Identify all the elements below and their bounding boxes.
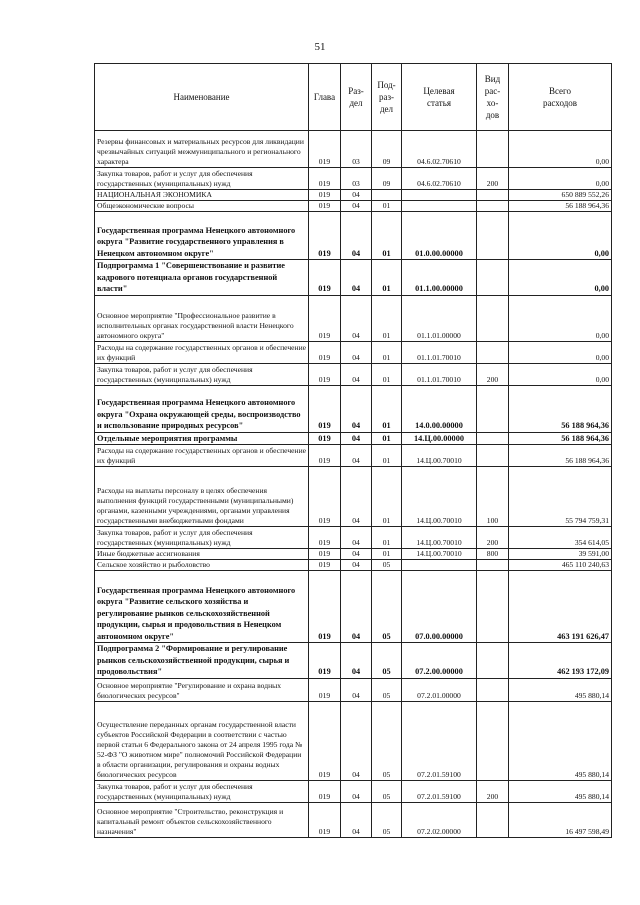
row-name: Основное мероприятие "Регулирование и охрана водных биологических ресурсов" bbox=[95, 678, 309, 701]
row-target-article: 01.1.01.70010 bbox=[402, 341, 477, 363]
row-expense-type: 200 bbox=[477, 527, 509, 549]
row-glava: 019 bbox=[309, 701, 341, 780]
row-total: 0,00 bbox=[509, 131, 612, 168]
row-podrazdel: 01 bbox=[372, 432, 402, 445]
row-razdel: 04 bbox=[341, 260, 372, 296]
row-razdel: 04 bbox=[341, 527, 372, 549]
header-name: Наименование bbox=[95, 64, 309, 131]
row-glava: 019 bbox=[309, 131, 341, 168]
row-expense-type bbox=[477, 190, 509, 201]
row-podrazdel: 05 bbox=[372, 780, 402, 802]
row-glava: 019 bbox=[309, 571, 341, 643]
row-name: Государственная программа Ненецкого автономного округа "Развитие сельского хозяйства и регулирование рынков сельскохозяйственной продукции, сырья и продовольствия в Ненецком автономном округе" bbox=[95, 571, 309, 643]
table-row bbox=[95, 201, 612, 212]
row-target-article: 04.6.02.70610 bbox=[402, 131, 477, 168]
row-razdel: 04 bbox=[341, 363, 372, 385]
row-podrazdel: 05 bbox=[372, 643, 402, 679]
row-glava: 019 bbox=[309, 560, 341, 571]
table-body bbox=[95, 131, 612, 838]
row-expense-type bbox=[477, 260, 509, 296]
table-row bbox=[95, 549, 612, 560]
table-row bbox=[95, 445, 612, 467]
row-total: 0,00 bbox=[509, 295, 612, 341]
table-row bbox=[95, 260, 612, 296]
row-target-article: 01.1.01.70010 bbox=[402, 363, 477, 385]
table-row bbox=[95, 571, 612, 643]
row-glava: 019 bbox=[309, 467, 341, 527]
row-total: 354 614,05 bbox=[509, 527, 612, 549]
row-expense-type bbox=[477, 678, 509, 701]
row-total: 0,00 bbox=[509, 363, 612, 385]
header-razdel: Раз- дел bbox=[341, 64, 372, 131]
row-target-article: 14.Ц.00.70010 bbox=[402, 527, 477, 549]
row-expense-type: 200 bbox=[477, 780, 509, 802]
row-name: Основное мероприятие "Профессиональное развитие в исполнительных органах государственной власти Ненецкого автономного округа" bbox=[95, 295, 309, 341]
row-podrazdel: 01 bbox=[372, 212, 402, 260]
table-row bbox=[95, 432, 612, 445]
row-total: 55 794 759,31 bbox=[509, 467, 612, 527]
row-podrazdel: 01 bbox=[372, 363, 402, 385]
row-total: 465 110 240,63 bbox=[509, 560, 612, 571]
row-razdel: 04 bbox=[341, 201, 372, 212]
row-total: 16 497 598,49 bbox=[509, 802, 612, 837]
row-name: НАЦИОНАЛЬНАЯ ЭКОНОМИКА bbox=[95, 190, 309, 201]
row-name: Подпрограмма 2 "Формирование и регулирование рынков сельскохозяйственной продукции, сырья и продовольствия" bbox=[95, 643, 309, 679]
row-expense-type: 200 bbox=[477, 168, 509, 190]
row-expense-type bbox=[477, 560, 509, 571]
row-total: 0,00 bbox=[509, 341, 612, 363]
row-razdel: 03 bbox=[341, 131, 372, 168]
row-glava: 019 bbox=[309, 643, 341, 679]
row-name: Государственная программа Ненецкого автономного округа "Развитие государственного управления в Ненецком автономном округе" bbox=[95, 212, 309, 260]
row-target-article: 04.6.02.70610 bbox=[402, 168, 477, 190]
row-glava: 019 bbox=[309, 168, 341, 190]
row-total: 39 591,00 bbox=[509, 549, 612, 560]
row-target-article: 07.2.00.00000 bbox=[402, 643, 477, 679]
row-podrazdel: 09 bbox=[372, 168, 402, 190]
row-total: 0,00 bbox=[509, 168, 612, 190]
row-name: Закупка товаров, работ и услуг для обеспечения государственных (муниципальных) нужд bbox=[95, 527, 309, 549]
row-target-article: 14.Ц.00.70010 bbox=[402, 549, 477, 560]
row-total: 56 188 964,36 bbox=[509, 445, 612, 467]
row-razdel: 03 bbox=[341, 168, 372, 190]
row-name: Основное мероприятие "Строительство, реконструкция и капитальный ремонт объектов сельскохозяйственного назначения" bbox=[95, 802, 309, 837]
row-podrazdel: 01 bbox=[372, 549, 402, 560]
row-razdel: 04 bbox=[341, 341, 372, 363]
row-glava: 019 bbox=[309, 678, 341, 701]
row-podrazdel: 01 bbox=[372, 385, 402, 432]
row-razdel: 04 bbox=[341, 571, 372, 643]
row-podrazdel: 05 bbox=[372, 571, 402, 643]
row-total: 495 880,14 bbox=[509, 678, 612, 701]
row-target-article: 07.2.01.59100 bbox=[402, 701, 477, 780]
row-name: Расходы на содержание государственных органов и обеспечение их функций bbox=[95, 445, 309, 467]
row-total: 56 188 964,36 bbox=[509, 432, 612, 445]
row-name: Закупка товаров, работ и услуг для обеспечения государственных (муниципальных) нужд bbox=[95, 363, 309, 385]
row-podrazdel: 01 bbox=[372, 260, 402, 296]
row-podrazdel: 09 bbox=[372, 131, 402, 168]
row-total: 56 188 964,36 bbox=[509, 385, 612, 432]
row-target-article: 01.1.01.00000 bbox=[402, 295, 477, 341]
row-target-article: 07.0.00.00000 bbox=[402, 571, 477, 643]
row-glava: 019 bbox=[309, 363, 341, 385]
table-row bbox=[95, 701, 612, 780]
row-total: 463 191 626,47 bbox=[509, 571, 612, 643]
row-razdel: 04 bbox=[341, 385, 372, 432]
row-glava: 019 bbox=[309, 802, 341, 837]
row-name: Иные бюджетные ассигнования bbox=[95, 549, 309, 560]
table-row bbox=[95, 643, 612, 679]
row-name: Государственная программа Ненецкого автономного округа "Охрана окружающей среды, воспроизводство и использование природных ресурсов" bbox=[95, 385, 309, 432]
row-expense-type bbox=[477, 571, 509, 643]
row-razdel: 04 bbox=[341, 432, 372, 445]
row-glava: 019 bbox=[309, 341, 341, 363]
row-expense-type bbox=[477, 212, 509, 260]
row-total: 0,00 bbox=[509, 212, 612, 260]
row-glava: 019 bbox=[309, 432, 341, 445]
row-expense-type bbox=[477, 385, 509, 432]
row-total: 462 193 172,09 bbox=[509, 643, 612, 679]
page-number: 51 bbox=[314, 41, 326, 53]
row-expense-type bbox=[477, 131, 509, 168]
header-podrazdel: Под- раз- дел bbox=[372, 64, 402, 131]
row-razdel: 04 bbox=[341, 643, 372, 679]
row-name: Расходы на выплаты персоналу в целях обеспечения выполнения функций государственными (муниципальными) органами, казенными учреждениями, органами управления государственными внебюджетными фондами bbox=[95, 467, 309, 527]
row-glava: 019 bbox=[309, 260, 341, 296]
row-target-article bbox=[402, 560, 477, 571]
table-row bbox=[95, 190, 612, 201]
table-row bbox=[95, 467, 612, 527]
row-podrazdel: 01 bbox=[372, 527, 402, 549]
table-row bbox=[95, 131, 612, 168]
row-target-article: 07.2.01.59100 bbox=[402, 780, 477, 802]
row-expense-type bbox=[477, 643, 509, 679]
row-razdel: 04 bbox=[341, 780, 372, 802]
row-target-article: 07.2.02.00000 bbox=[402, 802, 477, 837]
table-row bbox=[95, 560, 612, 571]
row-razdel: 04 bbox=[341, 802, 372, 837]
row-total: 650 889 552,26 bbox=[509, 190, 612, 201]
row-glava: 019 bbox=[309, 549, 341, 560]
row-target-article: 14.0.00.00000 bbox=[402, 385, 477, 432]
row-expense-type bbox=[477, 201, 509, 212]
row-podrazdel: 01 bbox=[372, 445, 402, 467]
row-target-article: 14.Ц.00.70010 bbox=[402, 445, 477, 467]
row-name: Осуществление переданных органам государственной власти субъектов Российской Федерации в соответствии с частью первой статьи 6 Федерального закона от 24 апреля 1995 года № 52-ФЗ "О животном мире" полномочий Российской Федерации в области организации, регулирования и охраны водных биологических ресурсов bbox=[95, 701, 309, 780]
table-row bbox=[95, 168, 612, 190]
row-name: Резервы финансовых и материальных ресурсов для ликвидации чрезвычайных ситуаций межмуниципального и регионального характера bbox=[95, 131, 309, 168]
row-name: Подпрограмма 1 "Совершенствование и развитие кадрового потенциала органов государственной власти" bbox=[95, 260, 309, 296]
table-row bbox=[95, 212, 612, 260]
row-podrazdel: 01 bbox=[372, 341, 402, 363]
row-razdel: 04 bbox=[341, 701, 372, 780]
row-expense-type bbox=[477, 701, 509, 780]
row-razdel: 04 bbox=[341, 212, 372, 260]
table-row bbox=[95, 527, 612, 549]
row-expense-type: 100 bbox=[477, 467, 509, 527]
row-target-article: 01.1.00.00000 bbox=[402, 260, 477, 296]
row-name: Закупка товаров, работ и услуг для обеспечения государственных (муниципальных) нужд bbox=[95, 168, 309, 190]
row-podrazdel: 05 bbox=[372, 701, 402, 780]
table-header-row bbox=[95, 64, 612, 131]
row-name: Общеэкономические вопросы bbox=[95, 201, 309, 212]
row-podrazdel: 01 bbox=[372, 295, 402, 341]
row-target-article: 07.2.01.00000 bbox=[402, 678, 477, 701]
header-glava: Глава bbox=[309, 64, 341, 131]
row-glava: 019 bbox=[309, 201, 341, 212]
table-row bbox=[95, 802, 612, 837]
row-target-article: 01.0.00.00000 bbox=[402, 212, 477, 260]
table-row bbox=[95, 385, 612, 432]
row-podrazdel: 01 bbox=[372, 201, 402, 212]
table-row bbox=[95, 363, 612, 385]
row-glava: 019 bbox=[309, 190, 341, 201]
row-name: Закупка товаров, работ и услуг для обеспечения государственных (муниципальных) нужд bbox=[95, 780, 309, 802]
row-razdel: 04 bbox=[341, 445, 372, 467]
row-expense-type bbox=[477, 341, 509, 363]
row-name: Отдельные мероприятия программы bbox=[95, 432, 309, 445]
row-glava: 019 bbox=[309, 527, 341, 549]
row-name: Сельское хозяйство и рыболовство bbox=[95, 560, 309, 571]
row-expense-type bbox=[477, 295, 509, 341]
row-total: 0,00 bbox=[509, 260, 612, 296]
row-total: 56 188 964,36 bbox=[509, 201, 612, 212]
row-expense-type bbox=[477, 432, 509, 445]
row-expense-type: 800 bbox=[477, 549, 509, 560]
row-podrazdel: 05 bbox=[372, 678, 402, 701]
header-target-article: Целевая статья bbox=[402, 64, 477, 131]
row-expense-type bbox=[477, 445, 509, 467]
row-podrazdel: 01 bbox=[372, 467, 402, 527]
table-row bbox=[95, 780, 612, 802]
row-glava: 019 bbox=[309, 295, 341, 341]
row-podrazdel: 05 bbox=[372, 560, 402, 571]
row-podrazdel bbox=[372, 190, 402, 201]
budget-table bbox=[94, 63, 612, 838]
row-razdel: 04 bbox=[341, 467, 372, 527]
row-razdel: 04 bbox=[341, 295, 372, 341]
row-glava: 019 bbox=[309, 385, 341, 432]
row-razdel: 04 bbox=[341, 549, 372, 560]
row-name: Расходы на содержание государственных органов и обеспечение их функций bbox=[95, 341, 309, 363]
table-row bbox=[95, 678, 612, 701]
row-target-article bbox=[402, 201, 477, 212]
row-glava: 019 bbox=[309, 445, 341, 467]
row-total: 495 880,14 bbox=[509, 701, 612, 780]
row-target-article: 14.Ц.00.00000 bbox=[402, 432, 477, 445]
row-podrazdel: 05 bbox=[372, 802, 402, 837]
row-razdel: 04 bbox=[341, 678, 372, 701]
row-target-article: 14.Ц.00.70010 bbox=[402, 467, 477, 527]
row-expense-type bbox=[477, 802, 509, 837]
row-total: 495 880,14 bbox=[509, 780, 612, 802]
header-total: Всего расходов bbox=[509, 64, 612, 131]
row-razdel: 04 bbox=[341, 190, 372, 201]
row-target-article bbox=[402, 190, 477, 201]
row-glava: 019 bbox=[309, 212, 341, 260]
row-glava: 019 bbox=[309, 780, 341, 802]
table-row bbox=[95, 341, 612, 363]
header-expense-type: Вид рас- хо- дов bbox=[477, 64, 509, 131]
table-row bbox=[95, 295, 612, 341]
row-expense-type: 200 bbox=[477, 363, 509, 385]
row-razdel: 04 bbox=[341, 560, 372, 571]
